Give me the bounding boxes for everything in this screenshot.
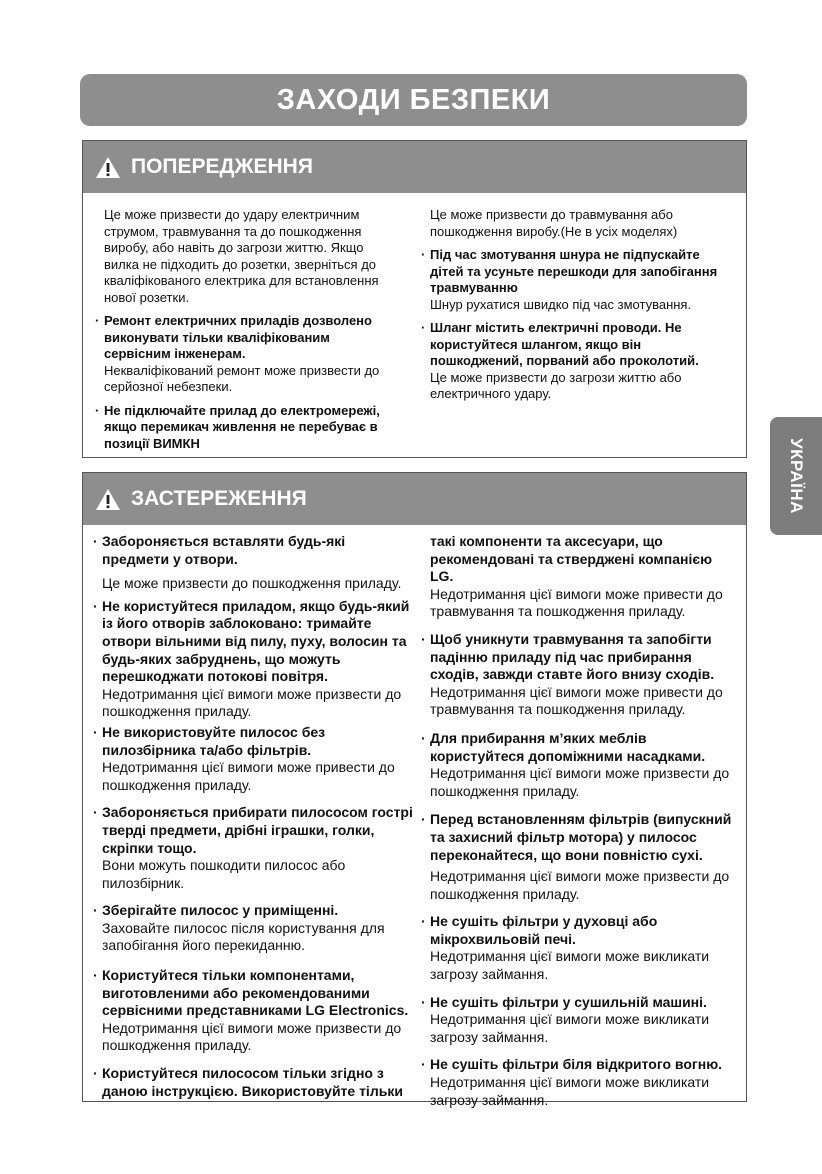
item-title: Зберігайте пилосос у приміщенні. [102, 902, 339, 919]
item-description: Вони можуть пошкодити пилосос або пилозбірник. [102, 857, 346, 891]
bullet: · [421, 913, 426, 930]
item-description: Недотримання цієї вимоги може викликати загрозу займання. [430, 948, 710, 983]
item-description: Недотримання цієї вимоги може викликати загрозу займання. [430, 1011, 710, 1045]
item-description: Некваліфікований ремонт може призвести до серйозної небезпеки. [104, 362, 380, 394]
item-title: Не використовуйте пилосос без пилозбірника та/або фільтрів. [102, 723, 326, 758]
item-title: такі компоненти та аксесуари, що рекомендовані та стверджені компанією LG. [430, 533, 713, 585]
caution-item [93, 598, 415, 721]
warning-triangle-icon [95, 488, 121, 511]
item-description: Недотримання цієї вимоги може призвести до пошкодження приладу. [430, 868, 730, 902]
item-description: Недотримання цієї вимоги може призвести до пошкодження приладу. [430, 765, 730, 799]
item-description: Недотримання цієї вимоги може привести до травмування та пошкодження приладу. [430, 683, 723, 718]
caution-item [421, 994, 739, 1047]
item-description: Це може призвести до пошкодження приладу. [102, 575, 402, 592]
caution-box [82, 472, 747, 1108]
warning-item [421, 320, 721, 403]
caution-item [93, 724, 415, 794]
bullet: · [93, 804, 98, 821]
bullet: · [421, 247, 426, 262]
caution-item [421, 811, 739, 903]
bullet: · [421, 1056, 426, 1073]
warning-item [95, 403, 395, 453]
item-title: Не сушіть фільтри у сушильній машині. [430, 993, 707, 1010]
warning-item [95, 207, 395, 306]
caution-item [421, 913, 739, 983]
caution-header [83, 473, 746, 525]
caution-item [421, 533, 739, 621]
caution-item [93, 967, 415, 1055]
bullet: · [93, 723, 98, 740]
caution-heading: ЗАСТЕРЕЖЕННЯ [131, 487, 307, 510]
item-title: Перед встановленням фільтрів (випускний та захисний фільтр мотора) у пилосос переконайтеся, що вони повністю сухі. [430, 811, 732, 863]
item-title: Шланг містить електричні проводи. Не користуйтеся шлангом, якщо він пошкоджений, порваний або проколотий. [430, 320, 699, 368]
item-title: Користуйтеся тільки компонентами, виготовленими або рекомендованими сервісними представниками LG Electronics. [102, 967, 409, 1019]
language-tab-label: УКРАЇНА [787, 438, 807, 514]
caution-item [93, 1065, 415, 1100]
caution-item [421, 730, 739, 800]
item-description: Це може призвести до загрози життю або електричного удару. [430, 369, 682, 401]
caution-item [421, 631, 739, 719]
item-description: Недотримання цієї вимоги може призвести до пошкодження приладу. [102, 685, 402, 720]
bullet: · [95, 402, 100, 418]
item-description: Недотримання цієї вимоги може призвести до пошкодження приладу. [102, 1019, 402, 1054]
warning-box [82, 140, 747, 458]
bullet: · [421, 320, 426, 335]
warning-header [83, 141, 746, 193]
item-description: Заховайте пилосос після користування для запобігання його перекиданню. [102, 919, 385, 954]
item-title: Не користуйтеся приладом, якщо будь-який із його отворів заблоковано: тримайте отвори вільними від пилу, пуху, волосин та будь-яких забруднень, що можуть перешкоджати потокові повітря. [102, 597, 410, 685]
page-title: ЗАХОДИ БЕЗПЕКИ [276, 83, 551, 116]
bullet: · [95, 313, 100, 328]
item-title: Користуйтеся пилососом тільки згідно з даною інструкцією. Використовуйте тільки [102, 1065, 403, 1099]
caution-item [93, 533, 415, 593]
caution-item [93, 804, 415, 892]
caution-left-column [93, 533, 415, 1100]
caution-item [93, 902, 415, 955]
item-title: Не підключайте прилад до електромережі, якщо перемикач живлення не перебуває в позиції ВИМКН [104, 402, 380, 451]
item-description: Недотримання цієї вимоги може привести до травмування та пошкодження приладу. [430, 585, 723, 620]
warning-heading: ПОПЕРЕДЖЕННЯ [131, 155, 313, 178]
item-title: Забороняється вставляти будь-які предмети у отвори. [102, 533, 346, 567]
bullet: · [421, 729, 426, 746]
bullet: · [421, 811, 426, 828]
bullet: · [421, 993, 426, 1010]
warning-item [95, 313, 395, 396]
caution-item [421, 1056, 739, 1109]
item-title: Не сушіть фільтри біля відкритого вогню. [430, 1056, 723, 1073]
item-description: Недотримання цієї вимоги може викликати загрозу займання. [430, 1074, 710, 1108]
page-title-banner [80, 74, 747, 126]
item-title: Під час змотування шнура не підпускайте дітей та усуньте перешкоди для запобігання травмуванню [430, 247, 718, 295]
item-title: Ремонт електричних приладів дозволено виконувати тільки кваліфікованим сервісним інженерам. [104, 313, 372, 361]
item-title: Щоб уникнути травмування та запобігти падінню приладу під час прибирання сходів, завжди ставте його внизу сходів. [430, 630, 715, 683]
item-description: Недотримання цієї вимоги може привести до пошкодження приладу. [102, 759, 395, 793]
item-description: Шнур рухатися швидко під час змотування. [430, 296, 692, 312]
bullet: · [93, 1065, 98, 1082]
language-tab [770, 417, 822, 535]
warning-triangle-icon [95, 156, 121, 179]
item-title: Для прибирання м’яких меблів користуйтеся допоміжними насадками. [430, 729, 706, 764]
caution-right-column [421, 533, 739, 1109]
bullet: · [421, 630, 426, 647]
item-description: Це може призвести до травмування або пошкодження виробу.(Не в усіх моделях) [430, 207, 678, 239]
item-title: Забороняється прибирати пилососом гострі тверді предмети, дрібні іграшки, голки, скріпки тощо. [102, 804, 413, 856]
warning-right-column [421, 207, 721, 403]
warning-item [421, 247, 721, 313]
item-description: Це може призвести до удару електричним струмом, травмування та до пошкодження виробу, або навіть до загрози життю. Якщо вилка не підходить до розетки, зверніться до кваліфікованого електрика для встановлення нової розетки. [104, 207, 379, 305]
bullet: · [93, 967, 98, 984]
warning-item [421, 207, 721, 240]
bullet: · [93, 902, 98, 919]
bullet: · [93, 597, 98, 614]
bullet: · [93, 533, 98, 549]
item-title: Не сушіть фільтри у духовці або мікрохвильовій печі. [430, 913, 658, 947]
warning-left-column [95, 207, 395, 452]
